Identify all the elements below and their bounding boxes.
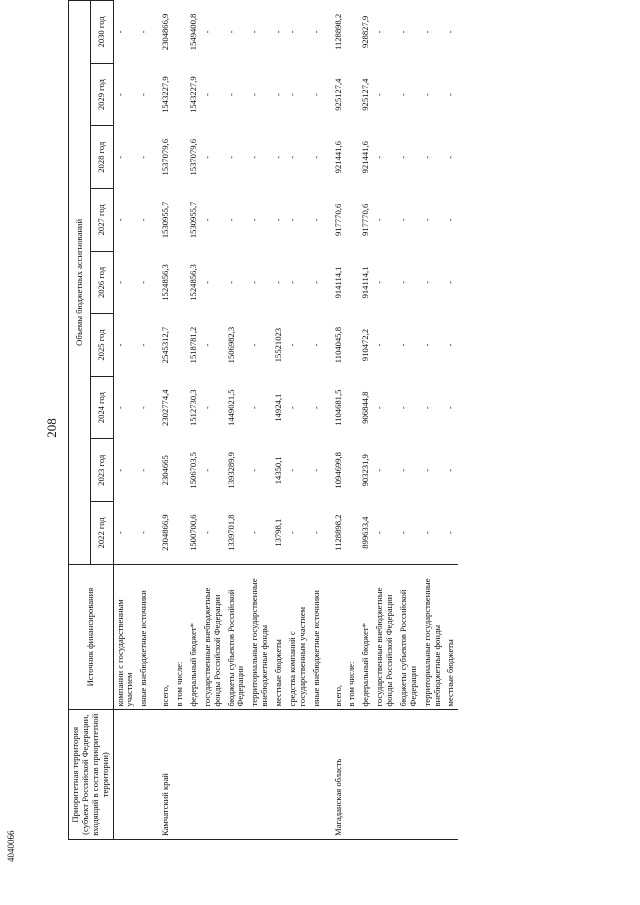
value-cell: - <box>397 468 408 472</box>
header-year: 2027 год <box>91 189 113 252</box>
value-cell: 1543227,9 <box>187 76 198 113</box>
value-cell: 921441,6 <box>332 141 343 174</box>
table-row <box>272 1 286 840</box>
value-cell: 899633,4 <box>360 516 371 549</box>
value-cell: - <box>138 468 149 472</box>
value-cell: 1339701,8 <box>225 514 236 551</box>
table-row <box>286 1 310 840</box>
source-cell: бюджеты субъектов Российской Федерации <box>225 564 249 710</box>
value-cell: - <box>397 281 408 284</box>
territory-cell <box>173 710 187 840</box>
value-cell: - <box>445 30 456 34</box>
page-number: 208 <box>44 418 59 438</box>
value-cell: - <box>114 281 125 284</box>
value-cell: - <box>374 281 385 284</box>
header-year: 2028 год <box>91 126 113 189</box>
value-cell <box>345 314 359 377</box>
source-cell: в том числе: <box>173 564 187 710</box>
header-year: 2022 год <box>91 502 113 565</box>
header-source: Источник финансирования <box>69 564 114 710</box>
value-cell: - <box>445 281 456 284</box>
value-cell: - <box>421 93 432 97</box>
value-cell: - <box>421 218 432 222</box>
source-cell: федеральный бюджет* <box>359 564 373 710</box>
table-row <box>137 1 151 840</box>
value-cell: - <box>397 155 408 159</box>
value-cell: - <box>138 93 149 97</box>
value-cell: - <box>310 30 321 34</box>
value-cell: 1128898,2 <box>332 13 343 51</box>
value-cell: - <box>138 281 149 284</box>
value-cell: - <box>201 468 212 472</box>
table-row <box>373 1 397 840</box>
source-cell: государственные внебюджетные фонды Российской Федерации <box>373 564 397 710</box>
value-cell: 14924,1 <box>273 393 283 422</box>
value-cell: - <box>249 218 260 222</box>
territory-cell <box>373 710 397 840</box>
value-cell: - <box>374 93 385 97</box>
value-cell: - <box>201 281 212 284</box>
value-cell: - <box>249 30 260 34</box>
value-cell: - <box>249 93 260 97</box>
value-cell: - <box>273 30 283 34</box>
value-cell: 921441,6 <box>360 141 371 174</box>
value-cell: 1524856,3 <box>160 264 171 301</box>
header-year: 2026 год <box>91 251 113 314</box>
value-cell: - <box>310 93 321 97</box>
value-cell: - <box>225 281 236 284</box>
value-cell: - <box>397 218 408 222</box>
value-cell: - <box>138 406 149 410</box>
value-cell: - <box>286 468 297 472</box>
value-cell: - <box>273 281 283 284</box>
table-row <box>444 1 458 840</box>
value-cell: - <box>286 406 297 410</box>
value-cell: - <box>286 281 297 284</box>
value-cell: 2304866,9 <box>160 514 171 551</box>
value-cell: - <box>138 343 149 347</box>
value-cell: - <box>114 531 125 535</box>
value-cell: - <box>445 93 456 97</box>
value-cell: - <box>201 531 212 535</box>
value-cell: 15521023 <box>273 327 283 363</box>
value-cell <box>173 126 187 189</box>
source-cell: иные внебюджетные источники <box>310 564 324 710</box>
value-cell: - <box>201 218 212 222</box>
value-cell <box>173 376 187 439</box>
source-cell: федеральный бюджет* <box>187 564 201 710</box>
value-cell: - <box>445 155 456 159</box>
value-cell <box>173 251 187 314</box>
territory-cell <box>187 710 201 840</box>
value-cell: 917770,6 <box>332 203 343 236</box>
value-cell: - <box>249 155 260 159</box>
value-cell: 1500700,6 <box>187 514 198 551</box>
source-cell: государственные внебюджетные фонды Российской Федерации <box>201 564 225 710</box>
value-cell: - <box>310 281 321 284</box>
value-cell: 1094699,8 <box>332 452 343 489</box>
value-cell: - <box>138 531 149 535</box>
value-cell <box>173 439 187 502</box>
value-cell: - <box>286 155 297 159</box>
value-cell: 906844,8 <box>360 391 371 424</box>
value-cell: - <box>421 343 432 347</box>
value-cell: - <box>310 531 321 535</box>
value-cell: 914114,1 <box>332 266 343 299</box>
value-cell: - <box>310 218 321 222</box>
value-cell: - <box>114 155 125 159</box>
table-row <box>345 1 359 840</box>
header-volumes: Объемы бюджетных ассигнований <box>69 1 91 565</box>
value-cell: - <box>421 30 432 34</box>
value-cell: - <box>397 93 408 97</box>
value-cell: - <box>374 30 385 34</box>
value-cell: - <box>225 30 236 34</box>
value-cell: 2304866,9 <box>160 13 171 51</box>
value-cell: - <box>445 218 456 222</box>
value-cell: - <box>374 155 385 159</box>
value-cell: 1512730,3 <box>187 389 198 426</box>
value-cell: 1549400,8 <box>187 13 198 51</box>
rotated-table-container <box>68 0 638 840</box>
value-cell: - <box>310 468 321 472</box>
territory-cell <box>272 710 286 840</box>
value-cell: - <box>374 531 385 535</box>
territory-cell: Магаданская область <box>324 710 346 840</box>
value-cell: 914114,1 <box>360 266 371 299</box>
value-cell: - <box>421 406 432 410</box>
value-cell: - <box>225 93 236 97</box>
value-cell: - <box>114 218 125 222</box>
header-year: 2029 год <box>91 63 113 126</box>
source-cell: местные бюджеты <box>444 564 458 710</box>
table-row <box>113 1 137 840</box>
value-cell: - <box>114 343 125 347</box>
value-cell: 910472,2 <box>360 328 371 362</box>
source-cell: всего, <box>151 564 173 710</box>
value-cell: 1537079,6 <box>187 138 198 176</box>
table-row <box>397 1 421 840</box>
value-cell: - <box>310 406 321 410</box>
source-cell: компании с государственным участием <box>113 564 137 710</box>
value-cell: - <box>114 30 125 34</box>
header-year: 2030 год <box>91 1 113 64</box>
value-cell: - <box>138 155 149 159</box>
territory-cell <box>225 710 249 840</box>
table-row <box>173 1 187 840</box>
value-cell: - <box>310 343 321 347</box>
table-row <box>151 1 173 840</box>
value-cell: - <box>286 343 297 347</box>
value-cell: - <box>249 406 260 410</box>
source-cell: бюджеты субъектов Российской Федерации <box>397 564 421 710</box>
territory-cell <box>201 710 225 840</box>
value-cell: - <box>201 406 212 410</box>
table-row <box>225 1 249 840</box>
value-cell: 1518781,2 <box>187 326 198 364</box>
value-cell <box>345 502 359 565</box>
table-row <box>187 1 201 840</box>
value-cell: 1530955,7 <box>160 201 171 239</box>
value-cell: - <box>225 218 236 222</box>
value-cell: - <box>374 218 385 222</box>
value-cell: - <box>249 468 260 472</box>
source-cell: местные бюджеты <box>272 564 286 710</box>
source-cell: иные внебюджетные источники <box>137 564 151 710</box>
territory-cell <box>421 710 445 840</box>
value-cell: - <box>286 93 297 97</box>
territory-cell <box>113 710 137 840</box>
table-row <box>421 1 445 840</box>
value-cell: 1524856,3 <box>187 264 198 301</box>
territory-cell <box>345 710 359 840</box>
header-year: 2025 год <box>91 314 113 377</box>
territory-cell <box>286 710 310 840</box>
value-cell: - <box>249 343 260 347</box>
source-cell: территориальные государственные внебюджетные фонды <box>248 564 272 710</box>
value-cell: 1537079,6 <box>160 138 171 176</box>
table-row <box>248 1 272 840</box>
territory-cell <box>444 710 458 840</box>
value-cell: 13798,1 <box>273 518 283 547</box>
territory-cell <box>310 710 324 840</box>
value-cell <box>345 63 359 126</box>
value-cell: - <box>397 406 408 410</box>
value-cell: - <box>397 30 408 34</box>
table-header <box>69 1 114 840</box>
value-cell: - <box>374 406 385 410</box>
value-cell: - <box>273 218 283 222</box>
value-cell: - <box>421 468 432 472</box>
value-cell: - <box>138 30 149 34</box>
value-cell: 917770,6 <box>360 203 371 236</box>
value-cell <box>345 439 359 502</box>
value-cell: 925127,4 <box>332 78 343 111</box>
value-cell <box>173 314 187 377</box>
value-cell: 1506982,3 <box>225 326 236 364</box>
value-cell: - <box>374 468 385 472</box>
value-cell <box>173 1 187 64</box>
value-cell <box>345 1 359 64</box>
value-cell: - <box>138 218 149 222</box>
value-cell: 903231,9 <box>360 454 371 487</box>
value-cell: - <box>201 30 212 34</box>
value-cell: 14350,1 <box>273 456 283 485</box>
value-cell: - <box>201 155 212 159</box>
source-cell: в том числе: <box>345 564 359 710</box>
value-cell: - <box>310 155 321 159</box>
value-cell: - <box>397 343 408 347</box>
territory-cell <box>359 710 373 840</box>
value-cell: - <box>114 406 125 410</box>
value-cell: - <box>397 531 408 535</box>
value-cell: - <box>225 155 236 159</box>
territory-cell <box>248 710 272 840</box>
value-cell: - <box>421 281 432 284</box>
value-cell: 1128898,2 <box>332 514 343 551</box>
value-cell: 1393289,9 <box>225 452 236 489</box>
table-row <box>201 1 225 840</box>
value-cell: 1530955,7 <box>187 201 198 239</box>
value-cell: 1104681,5 <box>332 389 343 426</box>
value-cell <box>173 63 187 126</box>
value-cell: - <box>249 531 260 535</box>
value-cell: - <box>445 406 456 410</box>
header-year: 2024 год <box>91 376 113 439</box>
table-row <box>310 1 324 840</box>
value-cell: - <box>273 155 283 159</box>
value-cell: 928827,9 <box>360 15 371 49</box>
value-cell: - <box>421 155 432 159</box>
value-cell: - <box>114 93 125 97</box>
value-cell: 2304665 <box>160 455 171 486</box>
value-cell: - <box>273 93 283 97</box>
source-cell: территориальные государственные внебюджетные фонды <box>421 564 445 710</box>
value-cell: 2545312,7 <box>160 326 171 364</box>
value-cell <box>345 126 359 189</box>
value-cell: - <box>286 531 297 535</box>
value-cell: - <box>249 281 260 284</box>
value-cell: 1506703,5 <box>187 452 198 489</box>
value-cell: 1104045,8 <box>332 326 343 364</box>
footer-code: 4040066 <box>6 830 16 862</box>
table-body <box>113 1 458 840</box>
value-cell <box>345 189 359 252</box>
header-territory: Приоритетная территория (субъект Российской Федерации, входящий в состав приоритетной территории) <box>69 710 114 840</box>
value-cell <box>173 189 187 252</box>
value-cell: - <box>445 531 456 535</box>
value-cell: - <box>374 343 385 347</box>
source-cell: средства компаний с государственным участием <box>286 564 310 710</box>
value-cell: - <box>445 468 456 472</box>
value-cell: - <box>286 218 297 222</box>
territory-cell: Камчатский край <box>151 710 173 840</box>
territory-cell <box>137 710 151 840</box>
table-row <box>324 1 346 840</box>
value-cell: 1449021,5 <box>225 389 236 426</box>
value-cell: - <box>286 30 297 34</box>
value-cell: 2302774,4 <box>160 389 171 426</box>
value-cell: - <box>445 343 456 347</box>
value-cell: - <box>201 343 212 347</box>
value-cell: 925127,4 <box>360 78 371 111</box>
value-cell: - <box>421 531 432 535</box>
header-year: 2023 год <box>91 439 113 502</box>
territory-cell <box>397 710 421 840</box>
budget-table <box>68 0 458 840</box>
value-cell <box>345 251 359 314</box>
value-cell <box>345 376 359 439</box>
value-cell: 1543227,9 <box>160 76 171 113</box>
table-row <box>359 1 373 840</box>
value-cell: - <box>201 93 212 97</box>
value-cell: - <box>114 468 125 472</box>
value-cell <box>173 502 187 565</box>
source-cell: всего, <box>324 564 346 710</box>
